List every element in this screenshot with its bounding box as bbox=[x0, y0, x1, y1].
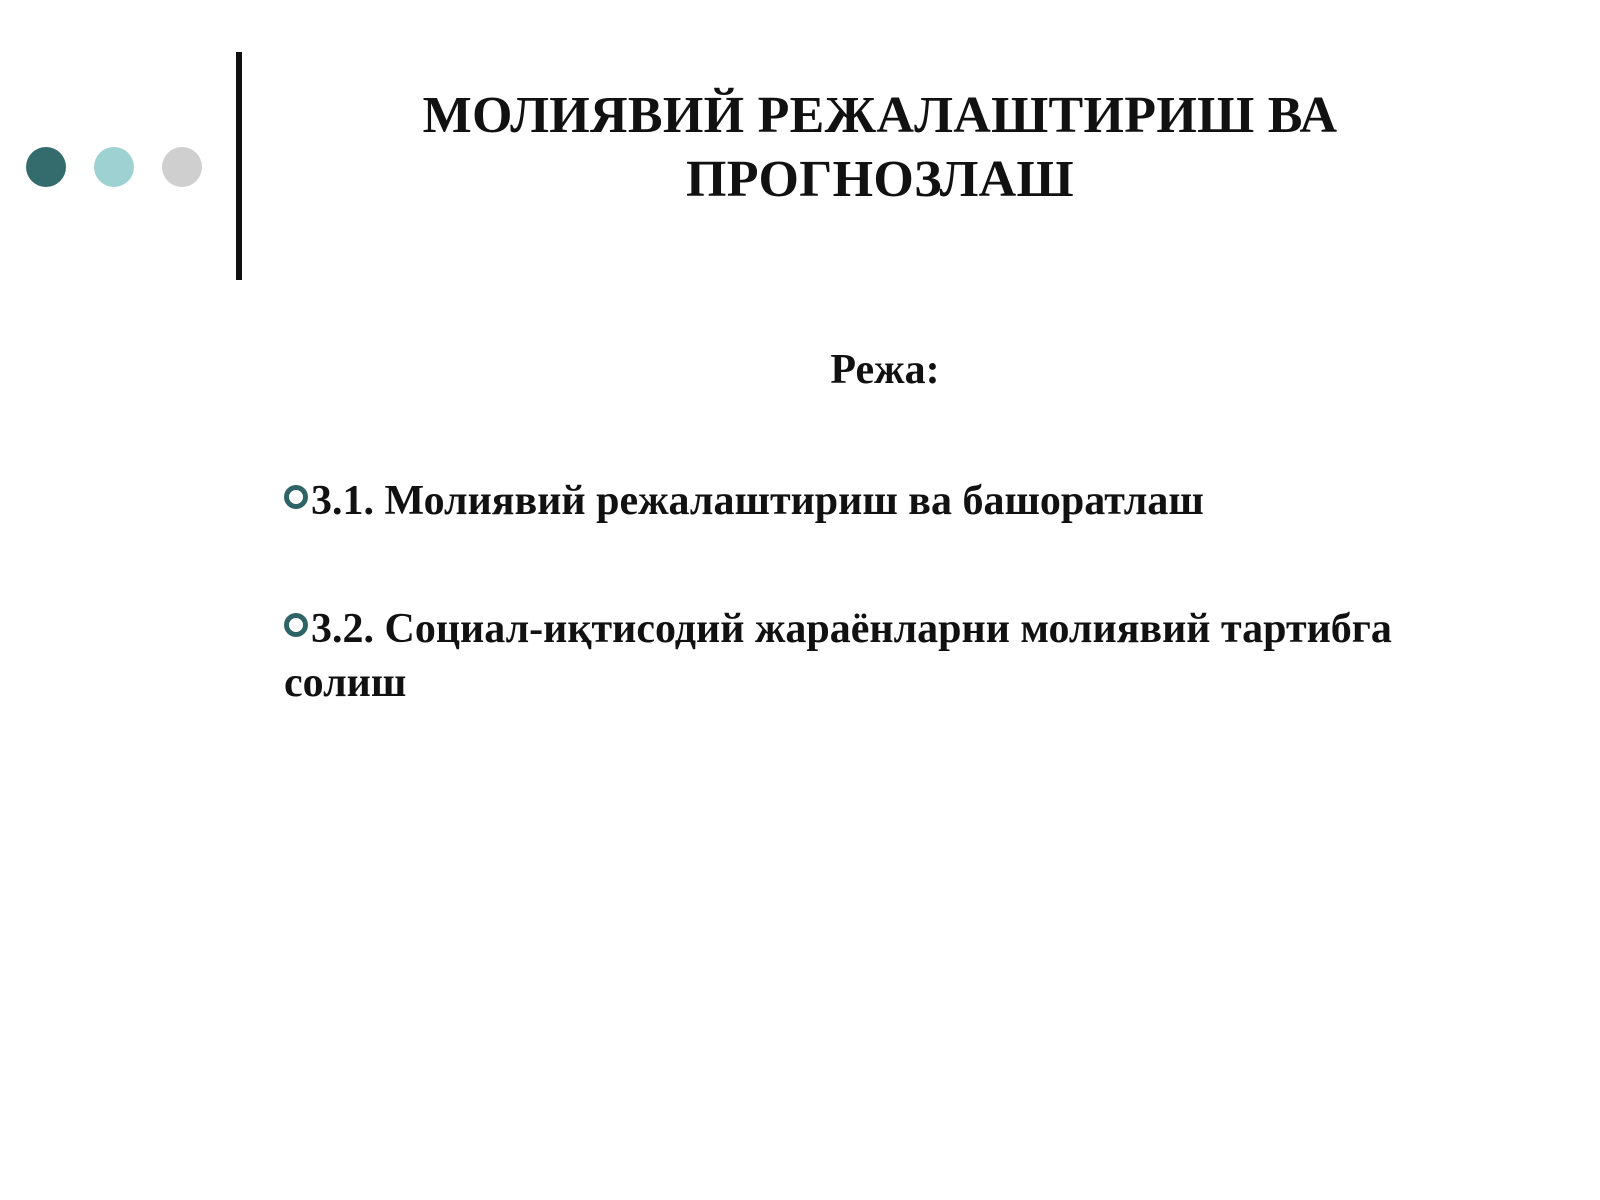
plan-item-text: 3.2. Социал-иқтисодий жараёнларни молиявий тартибга солиш bbox=[284, 606, 1392, 706]
plan-list bbox=[284, 474, 1484, 784]
vertical-divider bbox=[236, 52, 242, 280]
decorative-dot-gray bbox=[162, 147, 202, 187]
ring-bullet-icon bbox=[284, 485, 308, 509]
plan-heading: Режа: bbox=[830, 347, 940, 393]
ring-bullet-icon bbox=[284, 613, 308, 637]
decorative-dot-teal bbox=[94, 147, 134, 187]
plan-item-text: 3.1. Молиявий режалаштириш ва башоратлаш bbox=[311, 478, 1204, 524]
plan-item bbox=[284, 474, 1484, 528]
plan-item bbox=[284, 602, 1484, 710]
decorative-dot-dark bbox=[26, 147, 66, 187]
slide-title: МОЛИЯВИЙ РЕЖАЛАШТИРИШ ВА ПРОГНОЗЛАШ bbox=[422, 87, 1338, 208]
